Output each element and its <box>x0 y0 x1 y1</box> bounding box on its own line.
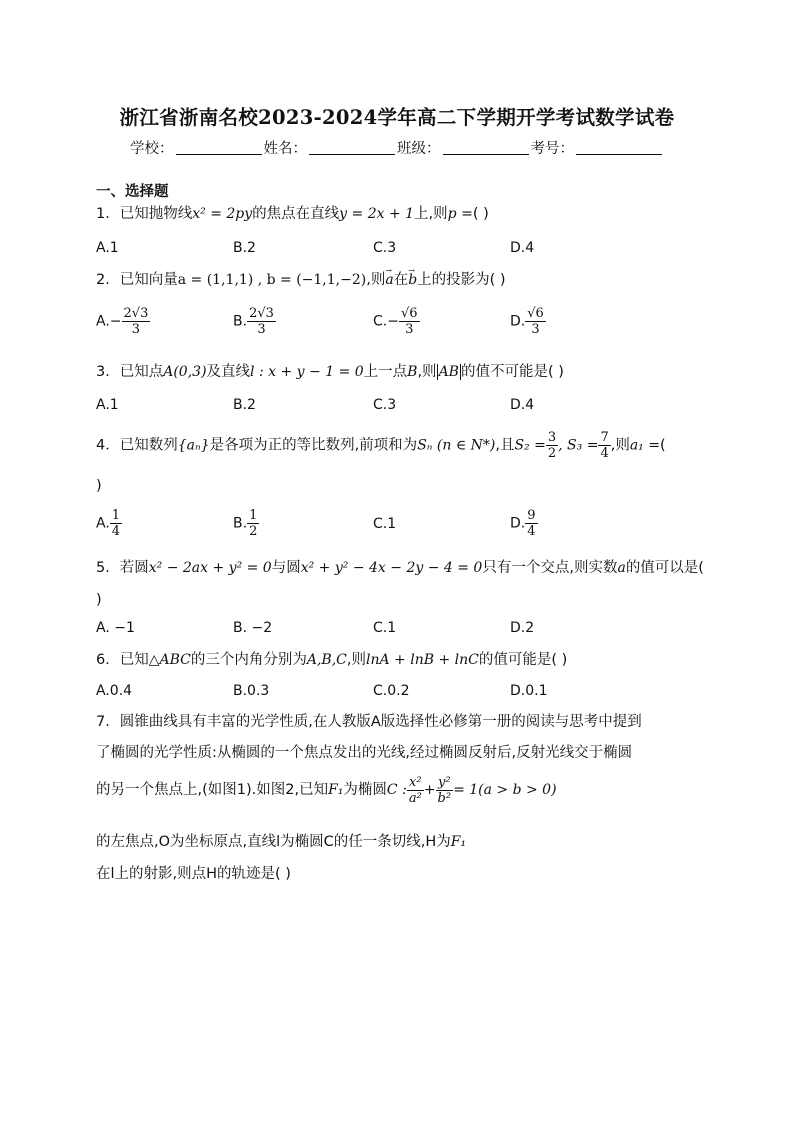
option-b[interactable]: B.2 <box>233 397 256 413</box>
class-blank[interactable] <box>443 140 529 155</box>
question-7-line-1 <box>96 710 716 731</box>
question-3-options <box>96 397 716 419</box>
math-expression: B <box>407 364 418 380</box>
option-c[interactable]: C.3 <box>373 240 397 256</box>
question-text: ( <box>659 437 666 454</box>
question-text: 为椭圆 <box>343 782 387 798</box>
question-text: 已知 <box>119 652 149 668</box>
math-expression: Sₙ (n ∈ N*) <box>417 437 496 454</box>
option-b[interactable]: B.2 <box>233 240 256 256</box>
math-expression: A(0,3) <box>163 364 207 380</box>
math-expression: a <box>617 560 626 576</box>
question-text: 上,则 <box>414 206 448 222</box>
option-d[interactable]: D.0.1 <box>510 683 548 699</box>
question-1 <box>96 204 736 224</box>
option-b[interactable]: B. $\frac{2√3}{3}$ <box>233 306 274 337</box>
question-text: 已知向量 <box>119 272 178 288</box>
math-expression: l : x + y − 1 = 0 <box>250 364 364 380</box>
question-number: 6． <box>96 652 120 668</box>
question-4: 4．已知数列{aₙ}是各项为正的等比数列,前项和为Sₙ (n ∈ N*),且S₂ = $\frac{3}{2}$ , S₃ = $\frac{7}{4}$ ,则a₁ =( <box>96 430 666 461</box>
question-4-cont: ) <box>96 478 102 494</box>
math-expression: p = <box>447 206 473 222</box>
question-6-options <box>96 683 716 705</box>
question-text: 的另一个焦点上,(如图1).如图2,已知 <box>96 782 329 798</box>
option-d[interactable]: D. $\frac{9}{4}$ <box>510 508 536 539</box>
option-b[interactable]: B. −2 <box>233 620 273 636</box>
question-text: ,则 <box>346 652 366 668</box>
option-c[interactable]: C.− $\frac{√6}{3}$ <box>373 306 418 337</box>
name-label: 姓名： <box>263 141 307 157</box>
option-d[interactable]: D.4 <box>510 397 535 413</box>
math-expression: x² − 2ax + y² = 0 <box>148 560 272 576</box>
section-heading: 一、选择题 <box>96 184 169 200</box>
math-expression: F₁ <box>450 834 467 850</box>
question-text: ,且 <box>495 437 515 454</box>
math-expression: a₁ = <box>629 437 660 454</box>
vector-a: → a <box>385 272 393 288</box>
question-4-options <box>96 508 716 548</box>
question-2-options <box>96 306 716 346</box>
question-text: 的三个内角分别为 <box>190 652 307 668</box>
option-d[interactable]: D.2 <box>510 620 535 636</box>
option-d[interactable]: D. $\frac{√6}{3}$ <box>510 306 544 337</box>
question-text: 已知抛物线 <box>119 206 193 222</box>
question-6 <box>96 650 736 670</box>
option-a[interactable]: A.1 <box>96 240 119 256</box>
question-text: ( ) <box>472 206 489 222</box>
math-expression: x² = 2py <box>192 206 253 222</box>
number-blank[interactable] <box>576 140 662 155</box>
name-blank[interactable] <box>309 140 395 155</box>
question-text: 若圆 <box>119 560 149 576</box>
question-number: 4． <box>96 437 120 454</box>
school-label: 学校： <box>130 141 174 157</box>
question-7-line-5: 在l上的射影,则点H的轨迹是( ) <box>96 866 291 882</box>
question-5 <box>96 558 736 578</box>
question-text: ,则 <box>366 272 386 288</box>
question-text: 的值不可能是( ) <box>460 364 564 380</box>
question-text: 已知点 <box>119 364 164 380</box>
option-c[interactable]: C.0.2 <box>373 683 410 699</box>
math-expression: y = 2x + 1 <box>339 206 415 222</box>
math-expression: C : <box>386 782 407 798</box>
option-b[interactable]: B. $\frac{1}{2}$ <box>233 508 258 539</box>
option-b[interactable]: B.0.3 <box>233 683 270 699</box>
question-text: 是各项为正的等比数列,前项和为 <box>209 437 418 454</box>
number-label: 考号： <box>530 141 574 157</box>
vector-b: → b <box>408 272 417 288</box>
option-a[interactable]: A.0.4 <box>96 683 133 699</box>
question-text: 已知数列 <box>119 437 178 454</box>
math-expression: F₁ <box>328 782 344 798</box>
question-7-line-3: 的另一个焦点上,(如图1).如图2,已知F₁为椭圆C : $\frac{\text{x²}}{\text{a²}}$ + $\frac{\text{y²}}{\text{b²}}$ = 1(a > b > 0) <box>96 774 557 806</box>
math-expression: x² + y² − 4x − 2y − 4 = 0 <box>300 560 483 576</box>
question-text: 在 <box>393 272 409 288</box>
question-text: 的焦点在直线 <box>252 206 340 222</box>
option-a[interactable]: A. −1 <box>96 620 135 636</box>
option-c[interactable]: C.1 <box>373 620 397 636</box>
question-3 <box>96 362 736 382</box>
math-expression: a = (1,1,1) , b = (−1,1,−2) <box>177 272 367 288</box>
math-expression: {aₙ} <box>177 437 210 454</box>
math-expression: AB <box>438 364 459 380</box>
school-blank[interactable] <box>176 140 262 155</box>
math-expression: S₂ = <box>514 437 546 454</box>
question-number: 7． <box>96 714 120 730</box>
question-text: 的值可以是( <box>625 560 704 576</box>
question-text: 与圆 <box>271 560 301 576</box>
question-text: 及直线 <box>206 364 251 380</box>
math-expression: △ABC <box>148 652 191 668</box>
question-5-cont: ) <box>96 592 102 608</box>
question-number: 5． <box>96 560 120 576</box>
question-text: 的左焦点,O为坐标原点,直线l为椭圆C的任一条切线,H为 <box>96 834 451 850</box>
class-label: 班级： <box>397 141 441 157</box>
question-text: 上一点 <box>363 364 408 380</box>
option-a[interactable]: A. $\frac{1}{4}$ <box>96 508 121 539</box>
question-text: ,则 <box>417 364 437 380</box>
math-expression: lnA + lnB + lnC <box>366 652 479 668</box>
exam-title: 浙江省浙南名校2023-2024学年高二下学期开学考试数学试卷 <box>119 106 675 129</box>
question-5-options <box>96 620 716 642</box>
question-7-line-4 <box>96 830 716 851</box>
student-info-line <box>0 137 794 158</box>
question-text: 的值可能是( ) <box>478 652 568 668</box>
question-2 <box>96 270 736 290</box>
option-a[interactable]: A.1 <box>96 397 119 413</box>
option-c[interactable]: C.3 <box>373 397 397 413</box>
math-expression: = 1(a > b > 0) <box>453 782 557 798</box>
option-c[interactable]: C.1 <box>373 516 397 532</box>
option-d[interactable]: D.4 <box>510 240 535 256</box>
question-number: 1． <box>96 206 120 222</box>
question-text: ,则 <box>610 437 630 454</box>
question-7-line-2: 了椭圆的光学性质:从椭圆的一个焦点发出的光线,经过椭圆反射后,反射光线交于椭圆 <box>96 745 633 761</box>
question-text: 上的投影为( ) <box>417 272 506 288</box>
question-number: 2． <box>96 272 120 288</box>
question-1-options <box>96 240 716 262</box>
math-expression: A,B,C <box>306 652 347 668</box>
question-number: 3． <box>96 364 120 380</box>
math-expression: , S₃ = <box>558 437 599 454</box>
question-text: 圆锥曲线具有丰富的光学性质,在人教版A版选择性必修第一册的阅读与思考中提到 <box>119 714 642 730</box>
question-text: 只有一个交点,则实数 <box>482 560 618 576</box>
option-a[interactable]: A.− $\frac{2√3}{3}$ <box>96 306 149 337</box>
